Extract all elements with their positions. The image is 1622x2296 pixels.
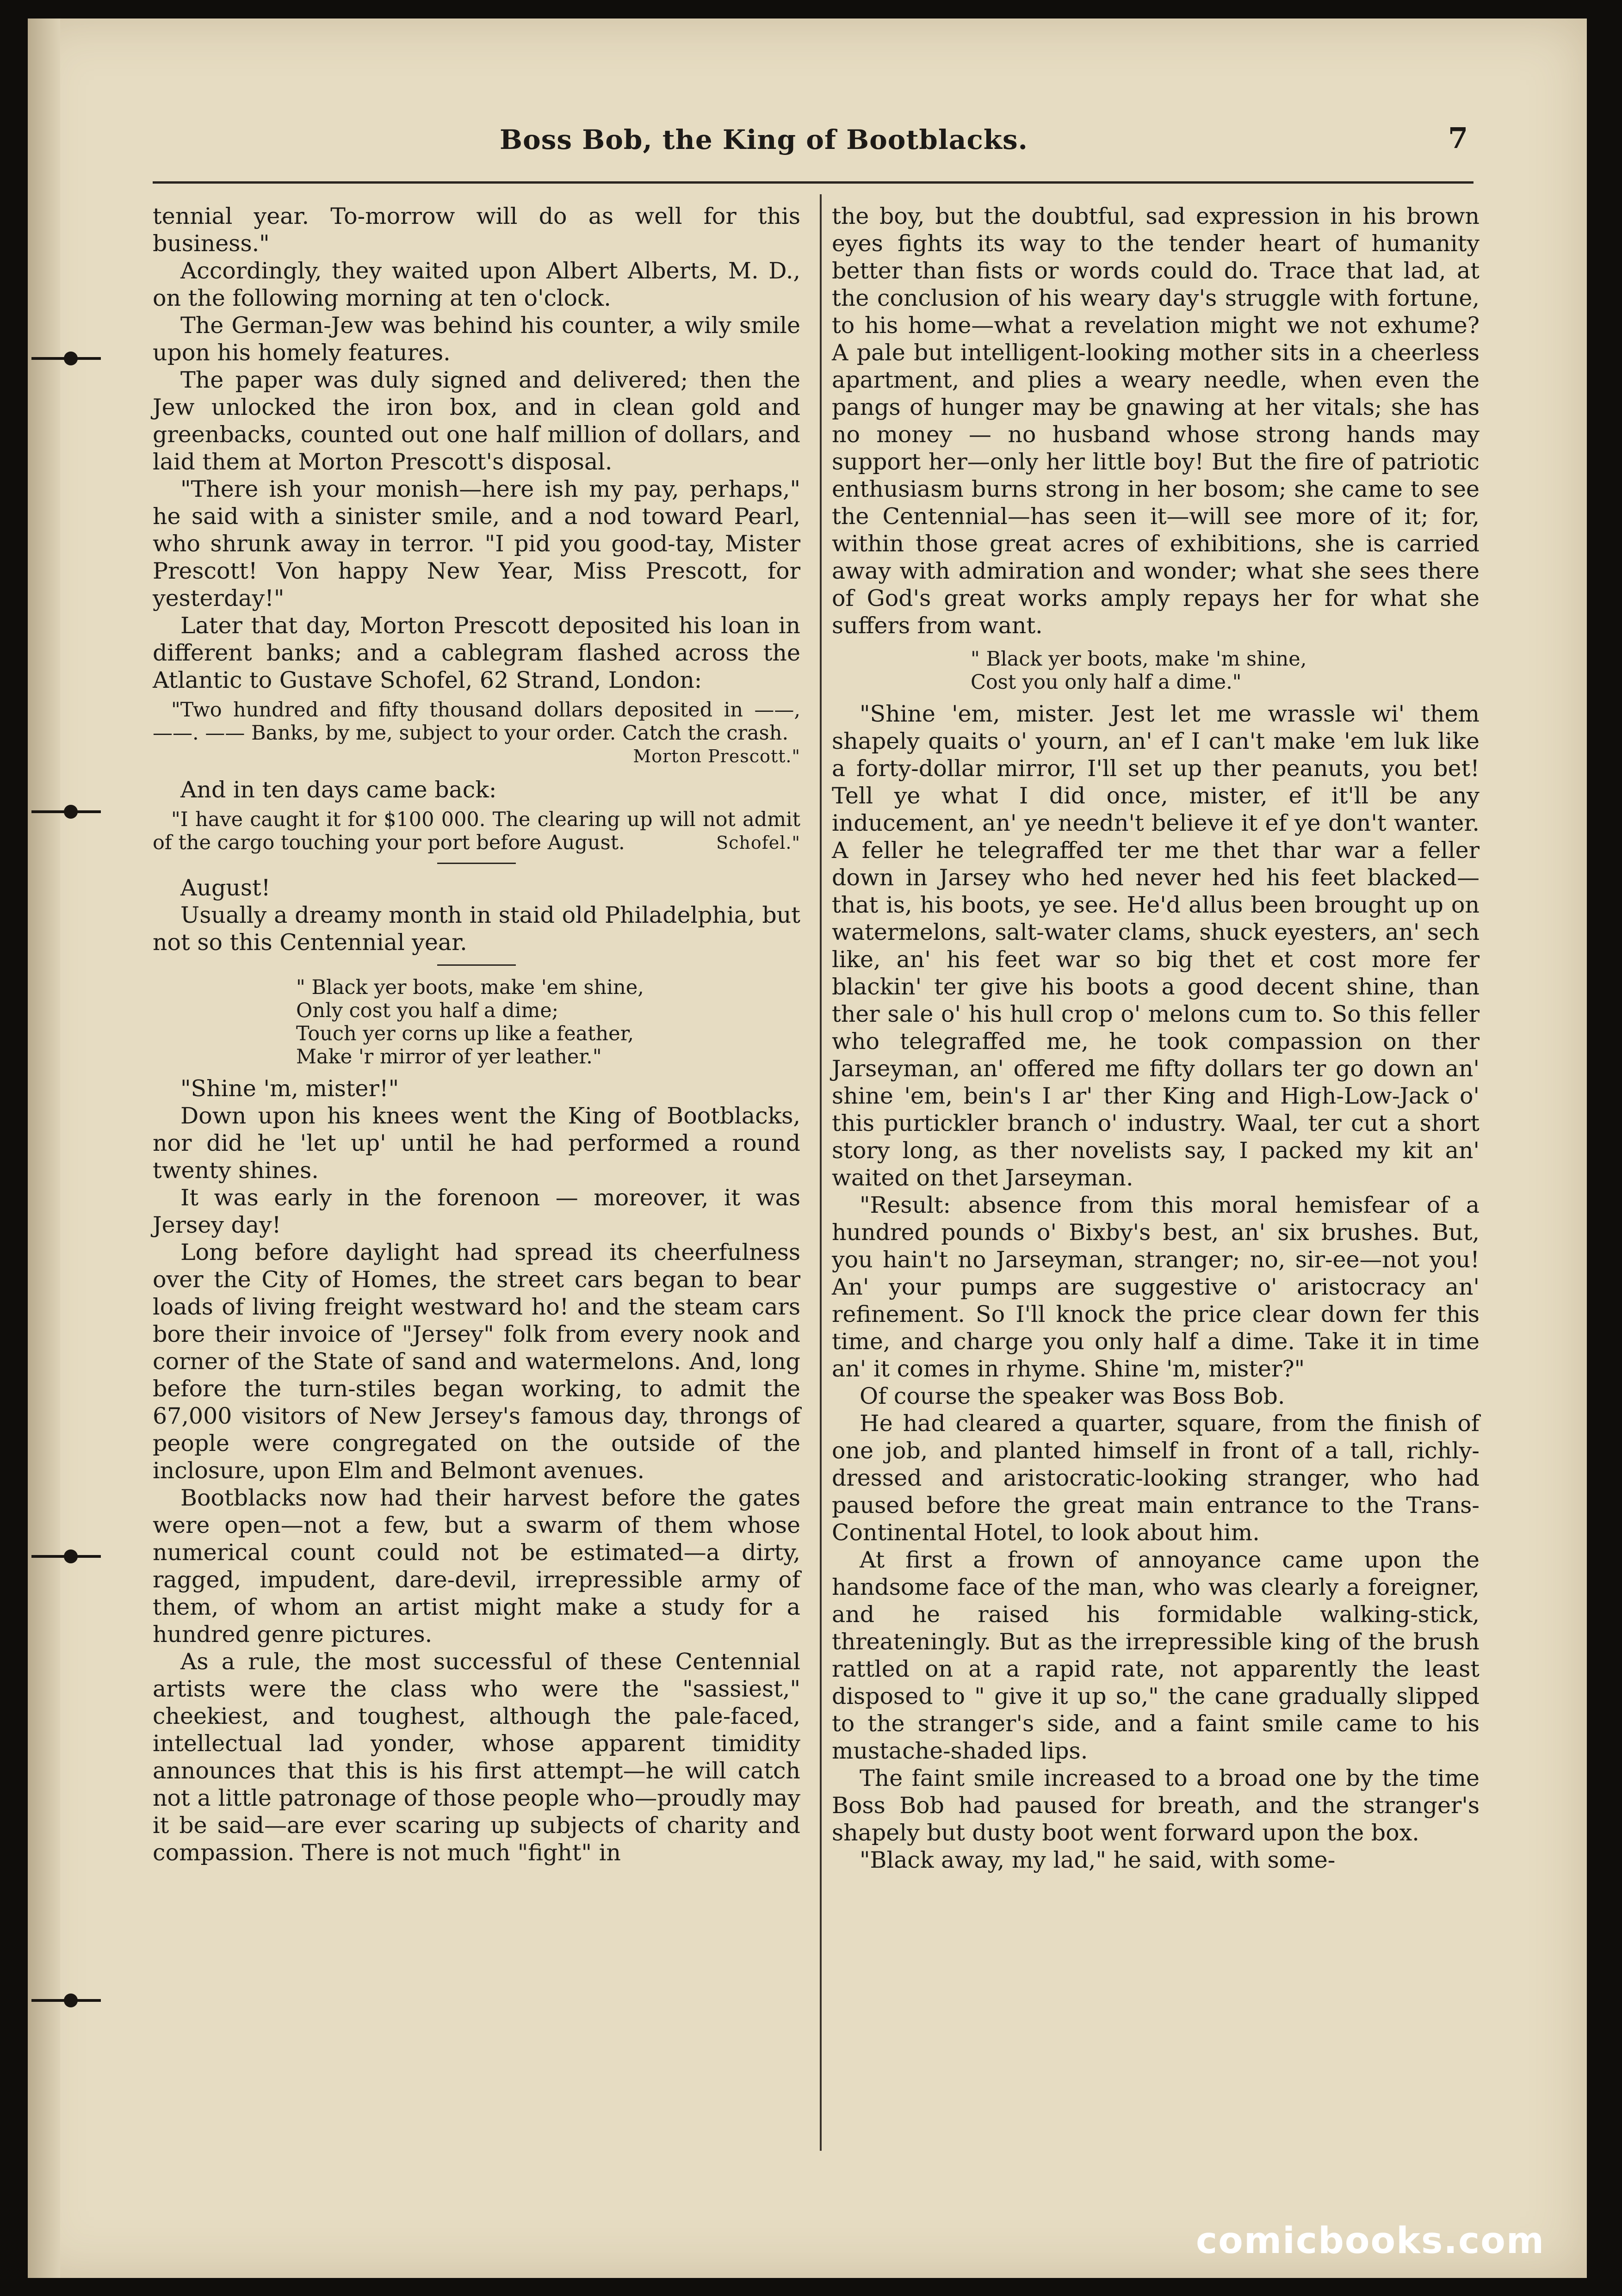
verse-line: Only cost you half a dime; xyxy=(296,999,559,1022)
paragraph: tennial year. To-morrow will do as well for this business." xyxy=(153,203,800,257)
section-rule xyxy=(437,964,516,966)
paragraph: "Shine 'm, mister!" xyxy=(180,1075,399,1102)
page-number: 7 xyxy=(1448,121,1468,155)
paragraph: He had cleared a quarter, square, from the finish of one job, and planted himself in front of a tall, richly-dressed and aristocratic-looking stranger, who had paused before the great main entrance to the Trans-Continental Hotel, to look about him. xyxy=(832,1410,1480,1546)
paragraph: the boy, but the doubtful, sad expression in his brown eyes fights its way to the tender heart of humanity better than fists or words could do. Trace that lad, at the conclusion of his weary day's struggle with fortune, to his home—what a revelation might we not exhume? A pale but intelligent-looking mother sits in a cheerless apartment, and plies a weary needle, when even the pangs of hunger may be gnawing at her vitals; she has no money — no husband whose strong hands may support her—only her little boy! But the fire of patriotic enthusiasm burns strong in her bosom; she came to see the Centennial—has seen it—will see more of it; for, within those great acres of exhibitions, she is carried away with admiration and wonder; what she sees there of God's great works amply repays her for what she suffers from want. xyxy=(832,203,1480,639)
binding-gutter xyxy=(28,19,60,2278)
cablegram-reply xyxy=(153,808,800,854)
header-rule xyxy=(153,181,1473,184)
verse-block xyxy=(832,648,1480,694)
paragraph: The faint smile increased to a broad one by the time Boss Bob had paused for breath, and the stranger's shapely but dusty boot went forward upon the box. xyxy=(832,1765,1480,1846)
cablegram-signature: Schofel." xyxy=(716,833,800,853)
column-divider xyxy=(820,194,822,2151)
paragraph: "Result: absence from this moral hemisfear of a hundred pounds o' Bixby's best, an' six brushes. But, you hain't no Jarseyman, stranger; no, sir-ee—not you! An' your pumps are suggestive o' aristocracy an' refinement. So I'll knock the price clear down fer this time, and charge you only half a dime. Take it in time an' it comes in rhyme. Shine 'm, mister?" xyxy=(832,1192,1480,1382)
paragraph: Long before daylight had spread its cheerfulness over the City of Homes, the street cars began to bear loads of living freight westward ho! and the steam cars bore their invoice of "Jersey" folk from every nook and corner of the State of sand and watermelons. And, long before the turn-stiles began working, to admit the 67,000 visitors of New Jersey's famous day, throngs of people were congregated on the outside of the inclosure, upon Elm and Belmont avenues. xyxy=(153,1239,800,1484)
running-head-title: Boss Bob, the King of Bootblacks. xyxy=(500,124,1028,155)
verse-line: Cost you only half a dime." xyxy=(971,671,1242,694)
site-watermark: comicbooks.com xyxy=(1196,2220,1545,2262)
paragraph: The German-Jew was behind his counter, a wily smile upon his homely features. xyxy=(153,312,800,366)
left-column xyxy=(153,203,800,1866)
verse-block xyxy=(153,976,800,1068)
paragraph: The paper was duly signed and delivered; then the Jew unlocked the iron box, and in clean gold and greenbacks, counted out one half million of dollars, and laid them at Morton Prescott's disposal. xyxy=(153,367,800,475)
binding-stitch xyxy=(31,1549,105,1563)
paragraph: "There ish your monish—here ish my pay, perhaps," he said with a sinister smile, and a nod toward Pearl, who shrunk away in terror. "I pid you good-tay, Mister Prescott! Von happy New Year, Miss Prescott, for yesterday!" xyxy=(153,476,800,611)
paragraph: Bootblacks now had their harvest before the gates were open—not a few, but a swarm of them whose numerical count could not be estimated—a dirty, ragged, impudent, dare-devil, irrepressible army of them, of whom an artist might make a study for a hundred genre pictures. xyxy=(153,1485,800,1648)
binding-stitch xyxy=(31,1994,105,2007)
verse-line: Make 'r mirror of yer leather." xyxy=(296,1045,602,1068)
binding-stitch xyxy=(31,805,105,819)
binding-stitch xyxy=(31,352,105,365)
paragraph: "Black away, my lad," he said, with some- xyxy=(860,1847,1336,1873)
paragraph: August! xyxy=(180,875,271,901)
paragraph: Later that day, Morton Prescott deposited his loan in different banks; and a cablegram flashed across the Atlantic to Gustave Schofel, 62 Strand, London: xyxy=(153,612,800,693)
paragraph: Of course the speaker was Boss Bob. xyxy=(860,1383,1285,1409)
paragraph: Accordingly, they waited upon Albert Alberts, M. D., on the following morning at ten o'clock. xyxy=(153,258,800,311)
cablegram-signature: Morton Prescott." xyxy=(633,746,800,766)
cablegram-text: "Two hundred and fifty thousand dollars deposited in ——, ——. —— Banks, by me, subject to your order. Catch the crash. xyxy=(153,698,800,745)
paragraph: At first a frown of annoyance came upon the handsome face of the man, who was clearly a foreigner, and he raised his formidable walking-stick, threateningly. But as the irrepressible king of the brush rattled on at a rapid rate, not apparently the least disposed to " give it up so," the cane gradually slipped to the stranger's side, and a faint smile came to his mustache-shaded lips. xyxy=(832,1547,1480,1764)
paragraph: As a rule, the most successful of these Centennial artists were the class who were the "sassiest," cheekiest, and toughest, although the pale-faced, intellectual lad yonder, whose apparent timidity announces that this is his first attempt—he will catch not a little patronage of those people who—proudly may it be said—are ever scaring up subjects of charity and compassion. There is not much "fight" in xyxy=(153,1648,800,1866)
paragraph: Usually a dreamy month in staid old Philadelphia, but not so this Centennial year. xyxy=(153,902,800,956)
cablegram-quote xyxy=(153,698,800,768)
right-column xyxy=(832,203,1480,1874)
paragraph: "Shine 'em, mister. Jest let me wrassle wi' them shapely quaits o' yourn, an' ef I can't make 'em luk like a forty-dollar mirror, I'll set up ther peanuts, you bet! Tell ye what I did once, mister, ef it'll be any inducement, an' ye needn't believe it ef ye don't wanter. A feller he telegraffed ter me thet thar war a feller down in Jarsey who hed never hed his feet blacked—that is, his boots, ye see. He'd allus been brought up on watermelons, salt-water clams, shuck eyesters, an' sech like, an' his feet war so big thet et cost more fer blackin' ter give his boots a good decent shine, than ther sale o' his hull crop o' melons cum to. So this feller who telegraffed me, he took compassion on ther Jarseyman, an' offered me fifty dollars ter go down an' shine 'em, bein's I ar' ther King and High-Low-Jack o' this purtickler branch o' industry. Waal, ter cut a short story long, as ther novelists say, I packed my kit an' waited on thet Jarseyman. xyxy=(832,701,1480,1191)
verse-line: Touch yer corns up like a feather, xyxy=(296,1022,634,1045)
section-rule xyxy=(437,863,516,864)
cablegram-text: "I have caught it for $100 000. The clearing up will not admit of the cargo touching your port before August. xyxy=(153,808,800,854)
paragraph: Down upon his knees went the King of Bootblacks, nor did he 'let up' until he had performed a round twenty shines. xyxy=(153,1103,800,1184)
paragraph: It was early in the forenoon — moreover, it was Jersey day! xyxy=(153,1185,800,1238)
verse-line: " Black yer boots, make 'em shine, xyxy=(296,976,644,999)
verse-line: " Black yer boots, make 'm shine, xyxy=(971,648,1307,671)
paragraph: And in ten days came back: xyxy=(180,777,497,803)
